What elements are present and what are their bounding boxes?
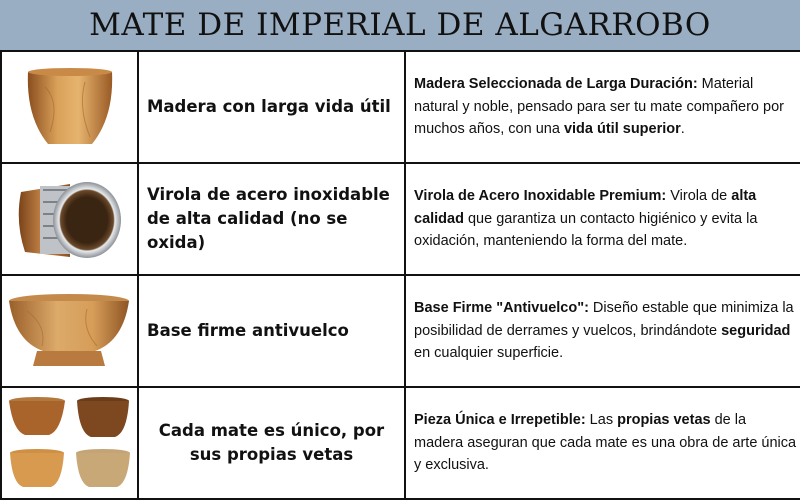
description-cell — [406, 164, 800, 274]
mate-with-steel-ferrule-image — [15, 172, 125, 267]
desc-text: Diseño estable que minimiza la posibilidad de derrames y vuelcos, brindándote — [414, 300, 794, 339]
four-unique-mates-image — [7, 395, 133, 491]
feature-label-cell — [139, 52, 404, 162]
desc-bold-lead: Virola de Acero Inoxidable Premium: — [414, 188, 667, 205]
desc-bold-text: seguridad — [721, 322, 791, 339]
mate-thumb — [7, 395, 67, 439]
desc-text: Las — [585, 412, 618, 429]
wooden-mate-cup-image — [20, 62, 120, 152]
feature-label-cell — [139, 388, 404, 498]
mate-stable-base-image — [7, 291, 132, 371]
row-image-cell — [2, 52, 137, 162]
feature-label: Base firme antivuelco — [147, 321, 349, 341]
desc-bold-lead: Madera Seleccionada de Larga Duración: — [414, 76, 698, 93]
page-title: MATE DE IMPERIAL DE ALGARROBO — [89, 7, 711, 43]
desc-bold-text: propias vetas — [617, 412, 711, 429]
desc-text: Virola de — [666, 188, 732, 205]
feature-label: Virola de acero inoxidable de alta calidad (no se oxida) — [147, 185, 390, 252]
desc-bold-lead: Base Firme "Antivuelco": — [414, 300, 589, 317]
desc-bold-lead: Pieza Única e Irrepetible: — [414, 412, 586, 429]
desc-bold-text: alta calidad — [414, 188, 757, 227]
description-cell — [406, 388, 800, 498]
feature-description — [414, 185, 798, 252]
feature-description — [414, 409, 798, 476]
feature-label-cell — [139, 164, 404, 274]
desc-text: . — [680, 121, 685, 138]
mate-thumb — [73, 395, 133, 439]
feature-description — [414, 73, 798, 140]
feature-description — [414, 297, 798, 364]
features-table — [0, 50, 800, 500]
desc-text: en cualquier superficie. — [414, 345, 564, 362]
row-image-cell — [2, 388, 137, 498]
mate-thumb — [73, 447, 133, 491]
mate-thumb — [7, 447, 67, 491]
feature-label: Madera con larga vida útil — [147, 97, 391, 117]
description-cell — [406, 276, 800, 386]
desc-bold-text: vida útil superior — [563, 121, 681, 138]
row-image-cell — [2, 276, 137, 386]
desc-text: de la madera aseguran que cada mate es una obra de arte única y exclusiva. — [414, 412, 797, 474]
feature-label-cell — [139, 276, 404, 386]
page-header — [0, 0, 800, 50]
desc-text: Material natural y noble, pensado para ser tu mate compañero por muchos años, con una — [414, 76, 784, 138]
feature-label: Cada mate es único, por sus propias vetas — [158, 421, 385, 464]
description-cell — [406, 52, 800, 162]
desc-text: que garantiza un contacto higiénico y evita la oxidación, manteniendo la forma del mate. — [414, 210, 758, 250]
row-image-cell — [2, 164, 137, 274]
